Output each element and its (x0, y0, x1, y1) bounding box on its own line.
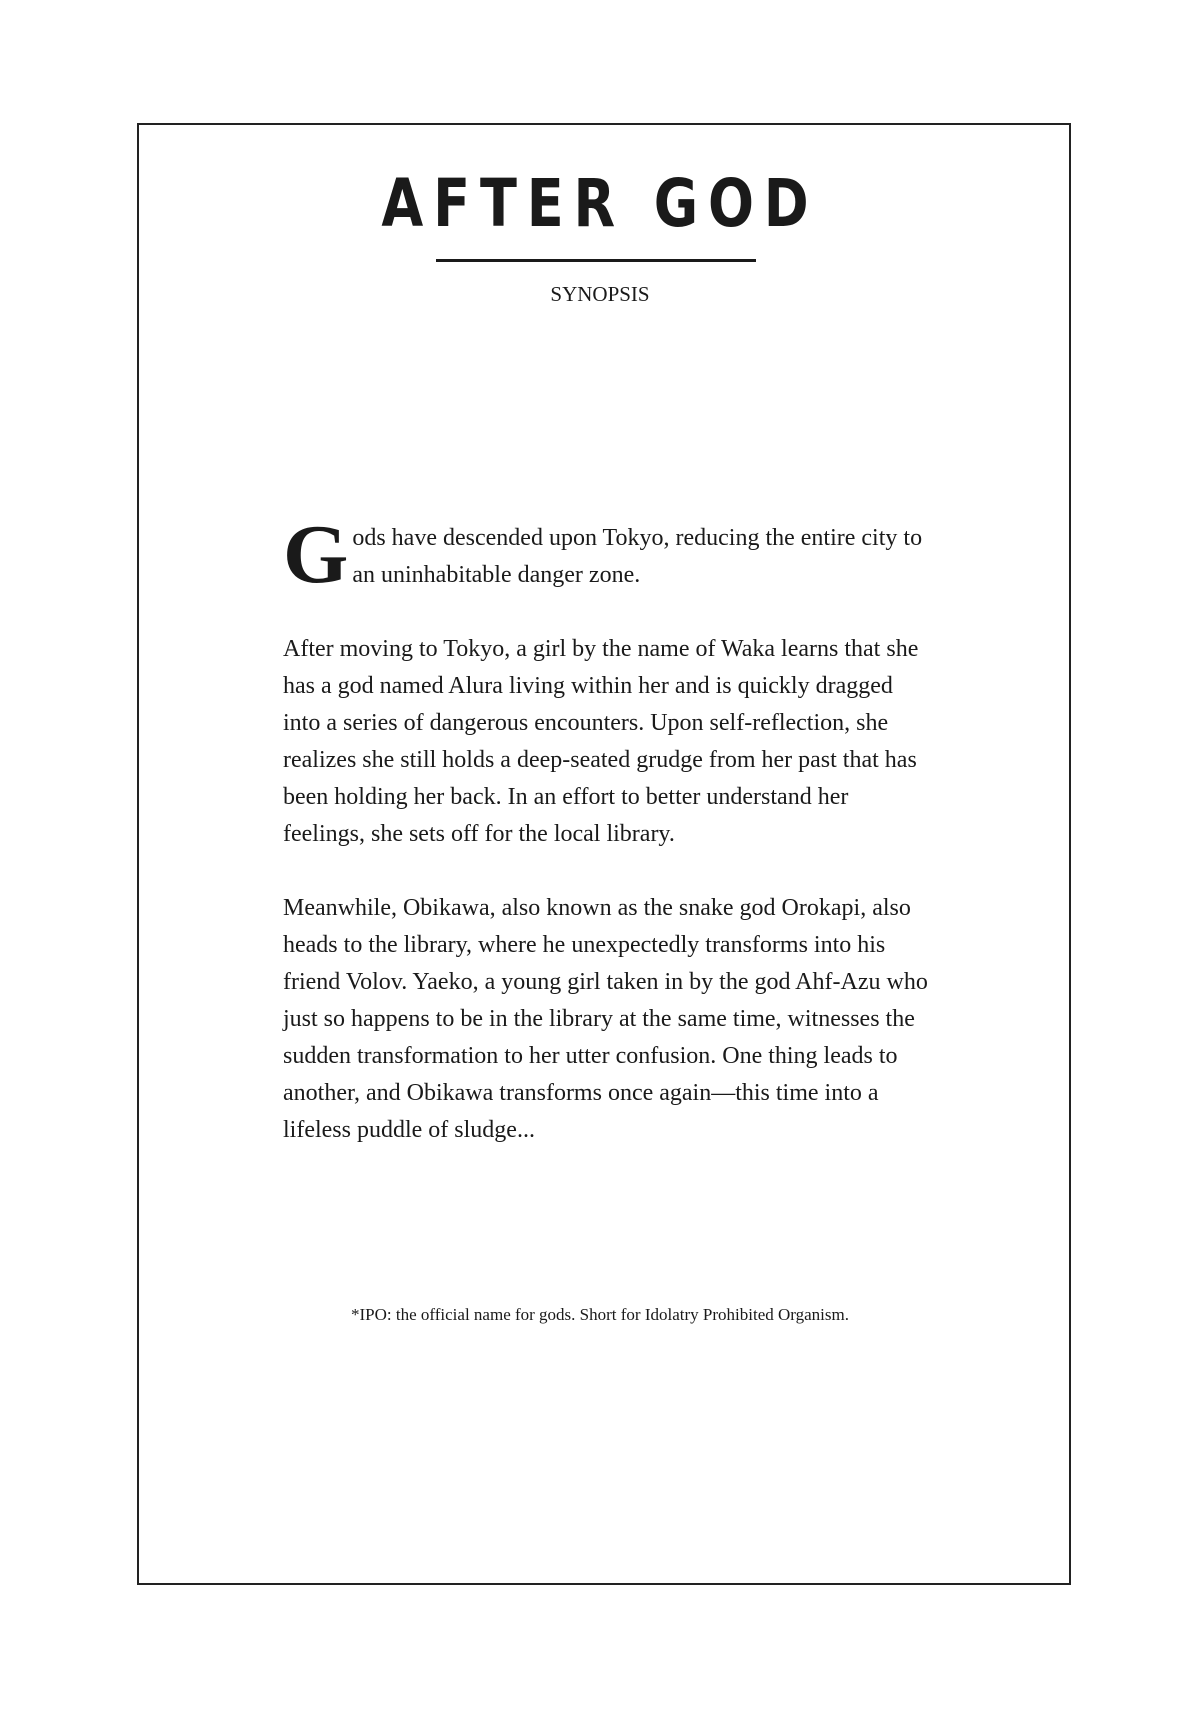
drop-cap: G (283, 508, 349, 601)
intro-text: ods have descended upon Tokyo, reducing the entire city to an uninhabitable danger zone. (352, 525, 923, 588)
intro-paragraph (283, 508, 933, 601)
synopsis-paragraph: Meanwhile, Obikawa, also known as the snake god Orokapi, also heads to the library, where he unexpectedly transforms into his friend Volov. Yaeko, a young girl taken in by the god Ahf-Azu who just so happens to be in the library at the same time, witnesses the sudden transformation to her utter confusion. One thing leads to another, and Obikawa transforms once again—this time into a lifeless puddle of sludge... (283, 895, 928, 1143)
page-subtitle: SYNOPSIS (550, 282, 650, 306)
title-underline (436, 259, 756, 262)
footnote: *IPO: the official name for gods. Short for Idolatry Prohibited Organism. (351, 1305, 849, 1324)
page-title: AFTER GOD (381, 165, 819, 242)
synopsis-body (283, 508, 933, 1186)
synopsis-paragraph: After moving to Tokyo, a girl by the name of Waka learns that she has a god named Alura living within her and is quickly dragged into a series of dangerous encounters. Upon self-reflection, she realizes she still holds a deep-seated grudge from her past that has been holding her back. In an effort to better understand her feelings, she sets off for the local library. (283, 636, 919, 847)
